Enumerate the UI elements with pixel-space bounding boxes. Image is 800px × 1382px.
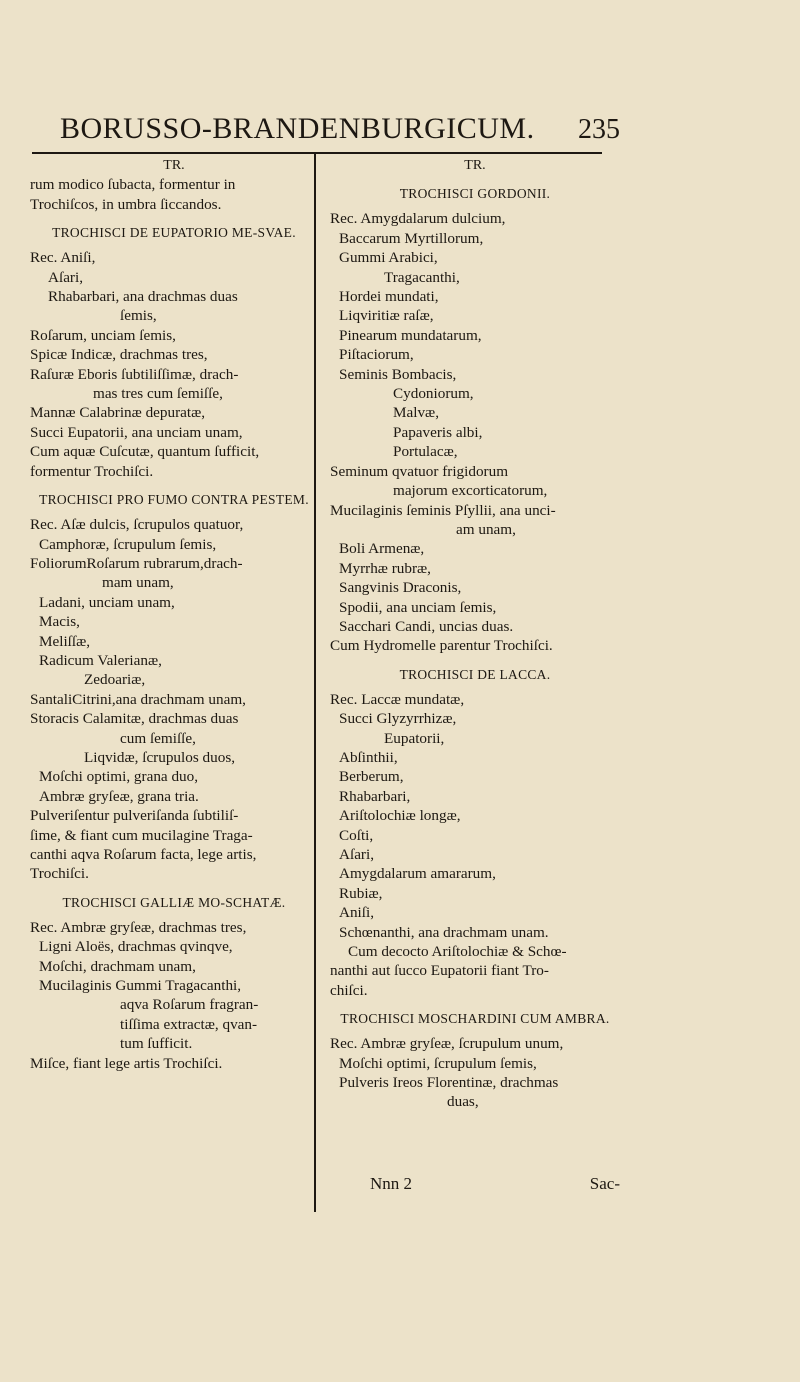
section-spacer xyxy=(30,884,318,894)
text-line: duas, xyxy=(447,1093,479,1111)
text-line: cum ſemiſſe, xyxy=(120,729,196,747)
text-line: Pulveriſentur pulveriſanda ſubtiliſ- xyxy=(30,807,239,825)
text-line: Raſuræ Eboris ſubtiliſſimæ, drach- xyxy=(30,365,239,383)
text-line: Coſti, xyxy=(339,826,374,844)
text-line: FoliorumRoſarum rubrarum,drach- xyxy=(30,554,243,572)
text-line: tiſſima extractæ, qvan- xyxy=(120,1015,258,1033)
text-line: Macis, xyxy=(39,613,80,631)
text-line: Mucilaginis ſeminis Pſyllii, ana unci- xyxy=(330,501,556,519)
text-line: Hordei mundati, xyxy=(339,288,439,306)
text-line: Aniſi, xyxy=(339,904,375,922)
page-header xyxy=(60,112,620,146)
text-line: Boli Armenæ, xyxy=(339,540,425,558)
signature-mark: Nnn 2 xyxy=(370,1174,413,1193)
section-heading: TROCHISCI DE EUPATORIO ME-SVAE. xyxy=(52,225,296,241)
text-line: am unam, xyxy=(456,520,516,538)
text-line: Radicum Valerianæ, xyxy=(39,651,162,669)
footer-catchword: Sac- xyxy=(589,1174,620,1193)
text-line: rum modico ſubacta, formentur in xyxy=(30,176,236,194)
section-spacer xyxy=(330,1000,620,1010)
text-line: Pinearum mundatarum, xyxy=(339,326,482,344)
text-line: Papaveris albi, xyxy=(393,423,483,441)
text-line: Rhabarbari, xyxy=(339,787,411,805)
text-line: Amygdalarum amararum, xyxy=(339,865,496,883)
section-heading: TROCHISCI GALLIÆ MO-SCHATÆ. xyxy=(62,894,286,910)
text-line: Cum aquæ Cuſcutæ, quantum ſufficit, xyxy=(30,443,260,461)
text-line: Ariſtolochiæ longæ, xyxy=(339,807,461,825)
text-line: Aſari, xyxy=(339,846,375,863)
text-line: Rec. Ambræ gryſeæ, drachmas tres, xyxy=(30,918,247,936)
text-line: mam unam, xyxy=(102,574,174,592)
text-line: Ladani, unciam unam, xyxy=(39,593,175,611)
text-line: Spicæ Indicæ, drachmas tres, xyxy=(30,346,208,364)
text-line: Moſchi optimi, grana duo, xyxy=(39,768,199,786)
text-line: Abſinthii, xyxy=(339,748,398,766)
text-line: Ligni Aloës, drachmas qvinqve, xyxy=(39,938,233,956)
text-line: Tragacanthi, xyxy=(384,268,460,286)
text-line: Rec. Aniſi, xyxy=(30,249,96,267)
text-line: Gummi Arabici, xyxy=(339,249,438,267)
text-line: ſemis, xyxy=(120,307,157,325)
left-column xyxy=(30,156,318,1073)
text-line: Liqviritiæ raſæ, xyxy=(339,307,434,325)
right-column xyxy=(330,156,620,1112)
text-line: Camphoræ, ſcrupulum ſemis, xyxy=(39,535,217,553)
text-line: majorum excorticatorum, xyxy=(393,482,548,500)
section-heading: TROCHISCI MOSCHARDINI CUM AMBRA. xyxy=(340,1011,610,1027)
text-line: Storacis Calamitæ, drachmas duas xyxy=(30,710,239,728)
text-line: Moſchi, drachmam unam, xyxy=(39,957,196,975)
text-line: Eupatorii, xyxy=(384,729,445,747)
right-catchword: TR. xyxy=(464,158,486,173)
text-line: Trochiſci. xyxy=(30,865,89,883)
text-line: Aſari, xyxy=(48,268,84,286)
text-line: canthi aqva Roſarum facta, lege artis, xyxy=(30,846,257,863)
text-line: Berberum, xyxy=(339,768,404,786)
text-line: Schœnanthi, ana drachmam unam. xyxy=(339,923,549,941)
text-line: Moſchi optimi, ſcrupulum ſemis, xyxy=(339,1054,537,1072)
text-line: Seminis Bombacis, xyxy=(339,365,457,383)
header-rule xyxy=(32,152,602,154)
text-line: Rec. Laccæ mundatæ, xyxy=(330,690,465,708)
text-line: Malvæ, xyxy=(393,404,439,422)
left-catchword: TR. xyxy=(163,158,185,173)
text-line: Cydoniorum, xyxy=(393,385,474,403)
text-line: Sangvinis Draconis, xyxy=(339,579,462,597)
text-line: Ambræ gryſeæ, grana tria. xyxy=(39,787,199,805)
text-line: Trochiſcos, in umbra ſiccandos. xyxy=(30,195,222,213)
text-line: ſime, & fiant cum mucilagine Traga- xyxy=(30,826,253,844)
text-line: Myrrhæ rubræ, xyxy=(339,559,431,577)
text-line: Rhabarbari, ana drachmas duas xyxy=(48,288,238,306)
text-line: Sacchari Candi, uncias duas. xyxy=(339,617,514,635)
text-line: Rubiæ, xyxy=(339,884,383,902)
text-line: Miſce, fiant lege artis Trochiſci. xyxy=(30,1054,223,1072)
text-line: Roſarum, unciam ſemis, xyxy=(30,326,176,344)
page-number: 235 xyxy=(578,114,620,145)
text-line: Liqvidæ, ſcrupulos duos, xyxy=(84,748,236,766)
text-line: Zedoariæ, xyxy=(84,671,146,689)
text-line: SantaliCitrini,ana drachmam unam, xyxy=(30,690,246,708)
text-line: Piſtaciorum, xyxy=(339,346,414,364)
section-spacer xyxy=(330,175,620,185)
text-line: Meliſſæ, xyxy=(39,632,91,650)
text-line: mas tres cum ſemiſſe, xyxy=(93,385,223,403)
page-footer xyxy=(330,1174,620,1194)
text-line: tum ſufficit. xyxy=(120,1035,193,1053)
text-line: Mucilaginis Gummi Tragacanthi, xyxy=(39,977,242,995)
text-line: chiſci. xyxy=(330,981,368,999)
text-line: formentur Trochiſci. xyxy=(30,462,154,480)
section-spacer xyxy=(30,481,318,491)
text-line: Succi Glyzyrrhizæ, xyxy=(339,710,457,728)
running-title: BORUSSO-BRANDENBURGICUM. xyxy=(60,112,535,145)
text-line: Cum Hydromelle parentur Trochiſci. xyxy=(330,637,553,655)
text-line: Mannæ Calabrinæ depuratæ, xyxy=(30,404,206,422)
text-line: Spodii, ana unciam ſemis, xyxy=(339,598,497,616)
text-line: Rec. Ambræ gryſeæ, ſcrupulum unum, xyxy=(330,1035,564,1053)
text-line: aqva Roſarum fragran- xyxy=(120,996,259,1014)
text-line: Seminum qvatuor frigidorum xyxy=(330,462,509,480)
section-heading: TROCHISCI GORDONII. xyxy=(399,186,551,202)
text-line: Rec. Aſæ dulcis, ſcrupulos quatuor, xyxy=(30,516,244,534)
text-line: Pulveris Ireos Florentinæ, drachmas xyxy=(339,1074,559,1092)
text-line: nanthi aut ſucco Eupatorii fiant Tro- xyxy=(330,962,549,980)
text-line: Rec. Amygdalarum dulcium, xyxy=(330,210,506,228)
section-heading: TROCHISCI DE LACCA. xyxy=(399,666,551,682)
section-spacer xyxy=(30,214,318,224)
text-line: Succi Eupatorii, ana unciam unam, xyxy=(30,423,243,441)
text-line: Portulacæ, xyxy=(393,443,458,461)
text-line: Baccarum Myrtillorum, xyxy=(339,229,484,247)
section-spacer xyxy=(330,656,620,666)
section-heading: TROCHISCI PRO FUMO CONTRA PESTEM. xyxy=(39,492,309,508)
text-line: Cum decocto Ariſtolochiæ & Schœ- xyxy=(348,943,567,961)
